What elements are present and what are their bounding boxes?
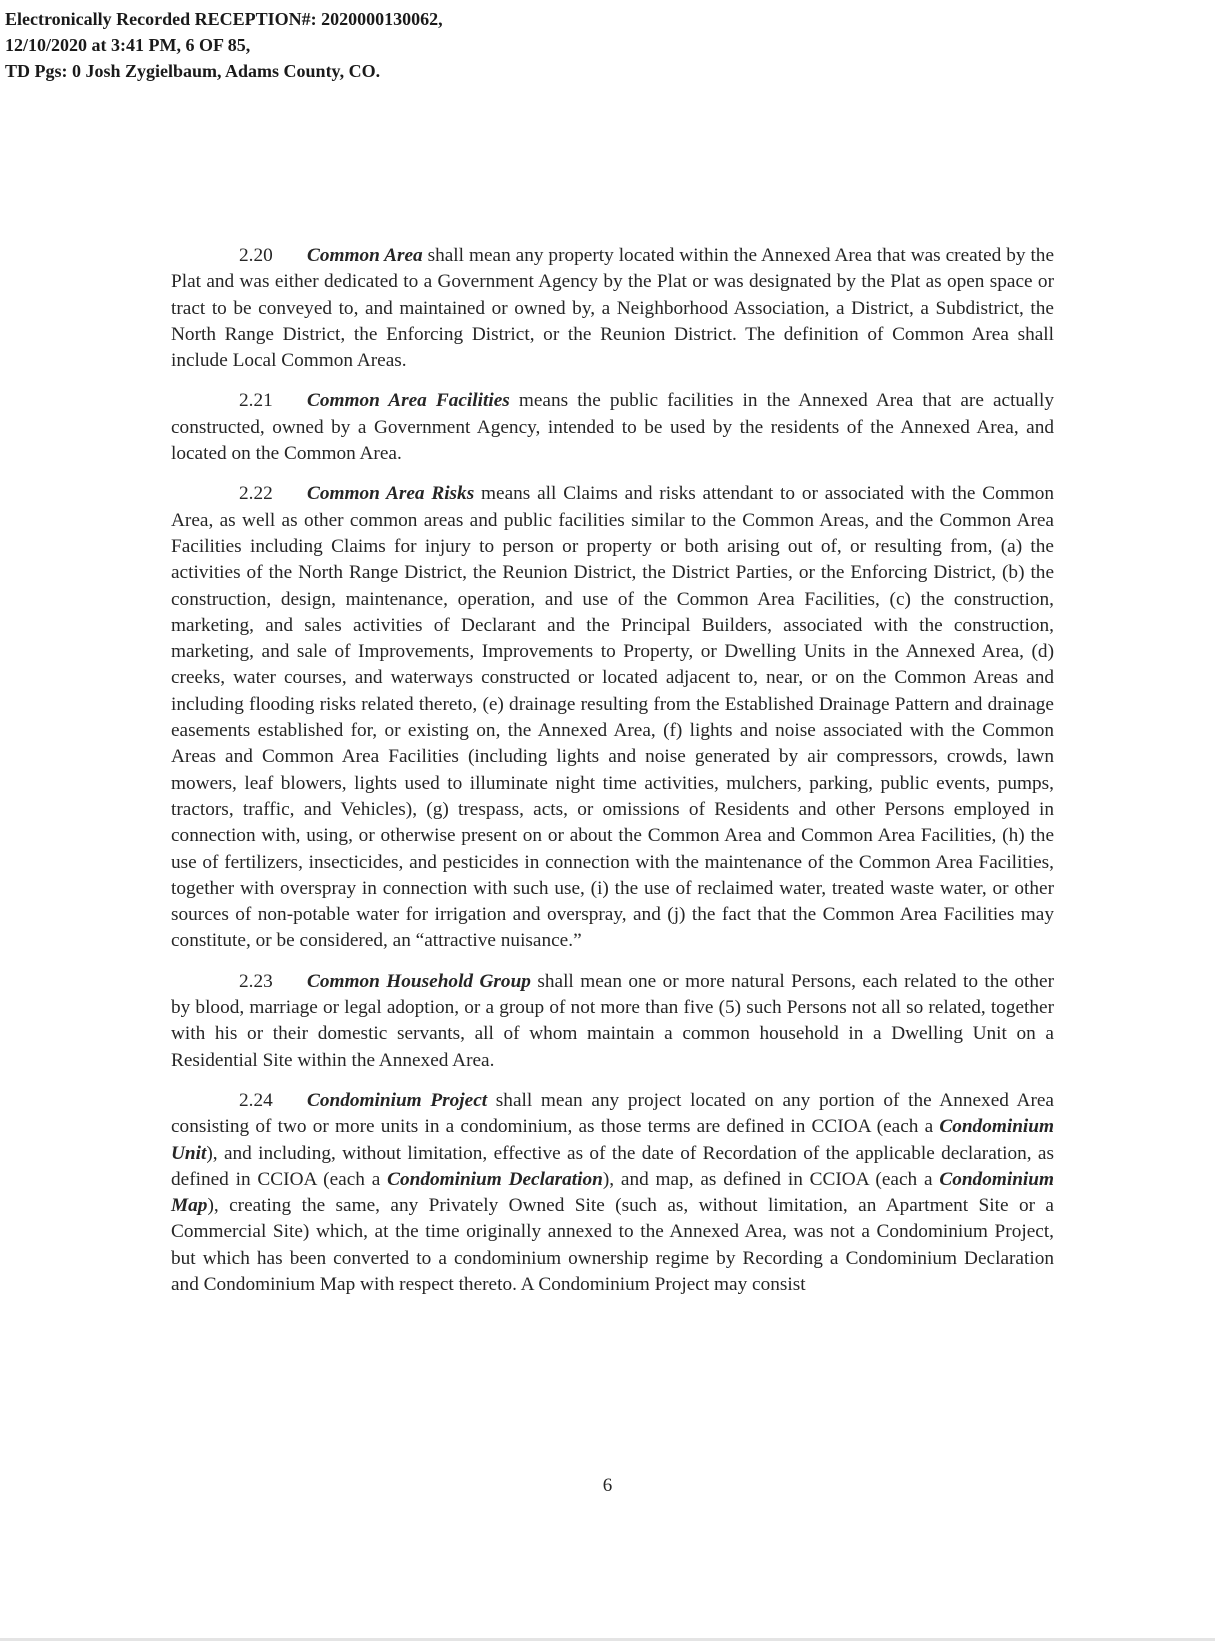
section-number: 2.23 xyxy=(239,970,273,992)
recording-stamp-line-1: Electronically Recorded RECEPTION#: 2020000130062, xyxy=(5,9,443,29)
document-body xyxy=(171,243,1054,1298)
defined-term: Condominium Project xyxy=(307,1089,488,1111)
scan-edge-line xyxy=(0,1638,1215,1641)
definition-text: ), creating the same, any Privately Owned Site (such as, without limitation, an Apartment Site or a Commercial Site) which, at the time originally annexed to the Annexed Area, was not a Condominium Project, but which has been converted to a condominium ownership regime by Recording a Condominium Declaration and Condominium Map with respect thereto. A Condominium Project may consist xyxy=(171,1195,1054,1295)
recording-stamp xyxy=(5,6,443,84)
defined-term: Common Area Risks xyxy=(307,483,475,505)
definition-text: means the public facilities in the Annexed Area that are actually constructed, owned by a Government Agency, intended to be used by the residents of the Annexed Area, and located on the Common Area. xyxy=(171,390,1054,465)
section-number: 2.22 xyxy=(239,483,273,505)
defined-term: Common Area xyxy=(307,245,423,266)
section-number: 2.20 xyxy=(239,245,273,266)
section-number: 2.24 xyxy=(239,1089,273,1111)
definition-text: ), and including, without limitation, effective as of the date of Recordation of the applicable declaration, as defined in CCIOA (each a xyxy=(171,1142,1054,1190)
definition-text: shall mean any project located on any portion of the Annexed Area consisting of two or more units in a condominium, as those terms are defined in CCIOA (each a xyxy=(171,1089,1054,1138)
defined-term: Condominium Map xyxy=(171,1168,1054,1217)
definition-text: shall mean one or more natural Persons, each related to the other by blood, marriage or legal adoption, or a group of not more than five (5) such Persons not all so related, together with his or their domestic servants, all of whom maintain a common household in a Dwelling Unit on a Residential Site within the Annexed Area. xyxy=(171,970,1055,1071)
recording-stamp-line-3: TD Pgs: 0 Josh Zygielbaum, Adams County, CO. xyxy=(5,61,381,81)
definition-text: ), and map, as defined in CCIOA (each a xyxy=(602,1168,940,1190)
section-2-20 xyxy=(171,243,1054,374)
section-2-22 xyxy=(171,481,1054,954)
section-2-23 xyxy=(171,969,1054,1074)
section-number: 2.21 xyxy=(239,390,273,412)
defined-term: Condominium Unit xyxy=(171,1116,1054,1164)
page-number: 6 xyxy=(602,1475,613,1496)
defined-term: Common Household Group xyxy=(307,970,531,992)
definition-text: means all Claims and risks attendant to or associated with the Common Area, as well as other common areas and public facilities similar to the Common Areas, and the Common Area Facilities including Claims for injury to person or property or both arising out of, or resulting from, (a) the activities of the North Range District, the Reunion District, the District Parties, or the Enforcing District, (b) the construction, design, maintenance, operation, and use of the Common Area Facilities, (c) the construction, marketing, and sales activities of Declarant and the Principal Builders, associated with the construction, marketing, and sale of Improvements, Improvements to Property, or Dwelling Units in the Annexed Area, (d) creeks, water courses, and waterways constructed or located adjacent to, near, or on the Common Areas and including flooding risks related thereto, (e) drainage resulting from the Established Drainage Pattern and drainage easements established for, or existing on, the Annexed Area, (f) lights and noise associated with the Common Areas and Common Area Facilities (including lights and noise generated by air compressors, crowds, lawn mowers, leaf blowers, lights used to illuminate night time activities, mulchers, parking, public events, pumps, tractors, traffic, and Vehicles), (g) trespass, acts, or omissions of Residents and other Persons employed in connection with, using, or otherwise present on or about the Common Area and Common Area Facilities, (h) the use of fertilizers, insecticides, and pesticides in connection with the maintenance of the Common Area Facilities, together with overspray in connection with such use, (i) the use of reclaimed water, treated waste water, or other sources of non-potable water for irrigation and overspray, and (j) the fact that the Common Area Facilities may constitute, or be considered, an “attractive nuisance.” xyxy=(171,483,1055,952)
definition-text: shall mean any property located within the Annexed Area that was created by the Plat and was either dedicated to a Government Agency by the Plat or was designated by the Plat as open space or tract to be conveyed to, and maintained or owned by, a Neighborhood Association, a District, a Subdistrict, the North Range District, the Enforcing District, or the Reunion District. The definition of Common Area shall include Local Common Areas. xyxy=(171,245,1054,372)
section-2-24 xyxy=(171,1088,1054,1298)
recording-stamp-line-2: 12/10/2020 at 3:41 PM, 6 OF 85, xyxy=(5,35,251,55)
section-2-21 xyxy=(171,388,1054,467)
defined-term: Condominium Declaration xyxy=(387,1168,603,1190)
defined-term: Common Area Facilities xyxy=(307,390,510,412)
